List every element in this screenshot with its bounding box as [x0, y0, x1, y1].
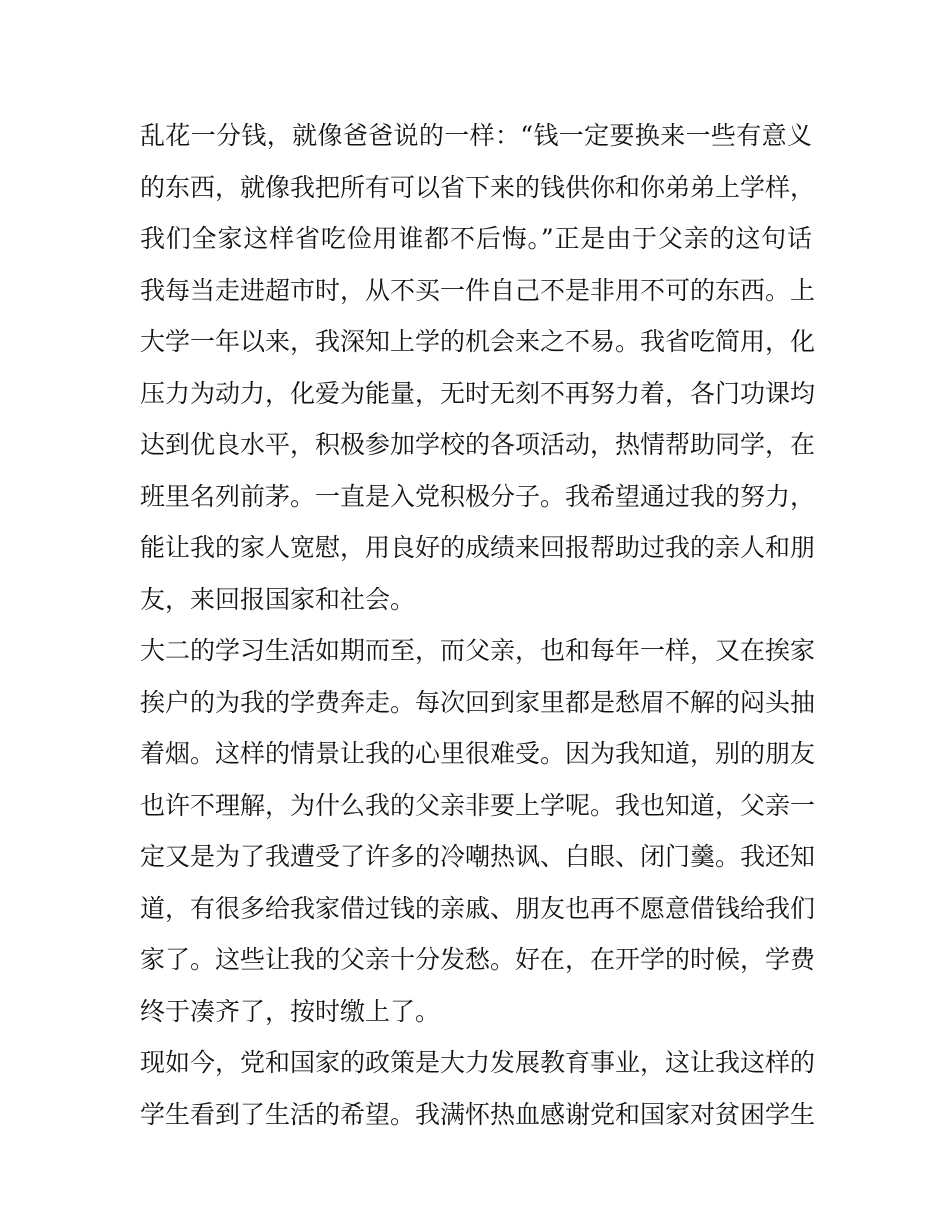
text-line: 也许不理解，为什么我的父亲非要上学呢。我也知道，父亲一: [140, 790, 816, 820]
text-line: 压力为动力，化爱为能量，无时无刻不再努力着，各门功课均: [140, 378, 816, 408]
document-body: [140, 110, 816, 1140]
text-line: 乱花一分钱，就像爸爸说的一样：“钱一定要换来一些有意义: [140, 121, 812, 150]
text-line: 学生看到了生活的希望。我满怀热血感谢党和国家对贫困学生: [140, 1099, 816, 1129]
text-line: 达到优良水平，积极参加学校的各项活动，热情帮助同学，在: [140, 430, 816, 459]
text-line: 终于凑齐了，按时缴上了。: [140, 996, 441, 1026]
text-line: 我们全家这样省吃俭用谁都不后悔。”正是由于父亲的这句话: [140, 224, 812, 253]
text-line: 大二的学习生活如期而至，而父亲，也和每年一样，又在挨家: [140, 636, 816, 665]
text-line: 我每当走进超市时，从不买一件自己不是非用不可的东西。上: [140, 275, 816, 305]
paragraph-1: [140, 110, 816, 625]
text-line: 大学一年以来，我深知上学的机会来之不易。我省吃简用，化: [140, 327, 816, 356]
text-line: 定又是为了我遭受了许多的冷嘲热讽、白眼、闭门羹。我还知: [140, 842, 816, 871]
text-line: 的东西，就像我把所有可以省下来的钱供你和你弟弟上学样，: [140, 172, 816, 202]
paragraph-3: [140, 1037, 816, 1140]
text-line: 道，有很多给我家借过钱的亲戚、朋友也再不愿意借钱给我们: [140, 893, 816, 923]
text-line: 挨户的为我的学费奔走。每次回到家里都是愁眉不解的闷头抽: [140, 687, 816, 717]
text-line: 友，来回报国家和社会。: [140, 584, 416, 614]
paragraph-2: [140, 625, 816, 1037]
text-line: 现如今，党和国家的政策是大力发展教育事业，这让我这样的: [140, 1048, 816, 1077]
text-line: 能让我的家人宽慰，用良好的成绩来回报帮助过我的亲人和朋: [140, 533, 816, 562]
text-line: 着烟。这样的情景让我的心里很难受。因为我知道，别的朋友: [140, 739, 816, 768]
text-line: 班里名列前茅。一直是入党积极分子。我希望通过我的努力，: [140, 481, 816, 511]
text-line: 家了。这些让我的父亲十分发愁。好在，在开学的时候，学费: [140, 945, 816, 974]
